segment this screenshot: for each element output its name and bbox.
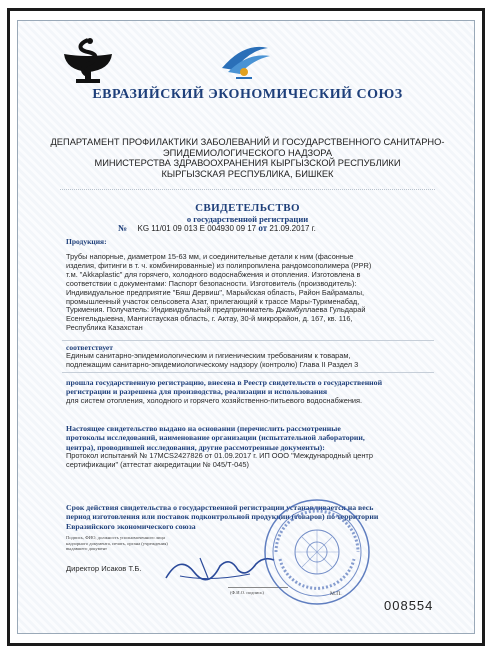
union-title: ЕВРАЗИЙСКИЙ ЭКОНОМИЧЕСКИЙ СОЮЗ (92, 87, 403, 102)
signature-note-line: надзорного документа, печать, органа (учреждения) (66, 540, 168, 546)
micro-print-line (60, 189, 435, 191)
product-line: изделия, фитинги в т. ч. комбинированные) из полипропилена рандомсополимера (PPR) (66, 260, 372, 270)
department-line: ДЕПАРТАМЕНТ ПРОФИЛАКТИКИ ЗАБОЛЕВАНИЙ И ГОСУДАРСТВЕННОГО САНИТАРНО- (50, 137, 445, 147)
validity-line: Срок действия свидетельства о государственной регистрации устанавливается на весь (66, 503, 374, 512)
department-line: МИНИСТЕРСТВА ЗДРАВООХРАНЕНИЯ КЫРГЫЗСКОЙ РЕСПУБЛИКИ (94, 158, 401, 168)
product-line: Есенгельдыевна, Мангистауская область, г. Актау, 30-й микрорайон, д. 167, кв. 116, (66, 314, 353, 324)
validity-line: период изготовления или поставок подконтрольной продукции (товаров) по территории (66, 512, 379, 522)
basis-heading-line: центра), проводившей исследования, другие рассмотренные документы): (66, 442, 325, 452)
product-label: Продукция: (66, 237, 107, 246)
fio-caption: (Ф.И.О. подпись) (230, 590, 264, 595)
registration-usage: для систем отопления, холодного и горячего хозяйственно-питьевого водоснабжения. (66, 395, 363, 405)
basis-heading-line: Настоящее свидетельство выдано на основании (перечислить рассмотренные (66, 424, 341, 433)
certificate-number: KG 11/01 09 013 E 004930 09 17 (137, 224, 257, 233)
product-text (66, 253, 436, 333)
serial-number: 008554 (384, 598, 434, 613)
divider (62, 372, 434, 374)
date-prefix: от (258, 223, 268, 233)
number-sign: № (118, 223, 128, 233)
product-line: Трубы напорные, диаметром 15-63 мм, и соединительные детали к ним (фасонные (66, 252, 354, 261)
department-block (40, 137, 455, 179)
basis-line: сертификации" (аттестат аккредитации № 045/Т-045) (66, 459, 249, 469)
basis-heading-line: протоколы исследований, наименование организации (испытательной лаборатории, (66, 433, 365, 443)
official-seal-icon (262, 497, 372, 607)
basis-line: Протокол испытаний № 17MCS2427826 от 01.09.2017 г. ИП ООО "Международный центр (66, 450, 373, 460)
certificate-number-line (118, 223, 316, 233)
product-line: Республика Казахстан (66, 323, 143, 333)
certificate-date: 21.09.2017 г. (269, 224, 316, 233)
product-line: Туркмения. Получатель: Индивидуальный предприниматель Джамбуллаева Гульдарай (66, 305, 366, 315)
validity-line: Евразийского экономического союза (66, 521, 196, 531)
registration-section (66, 378, 441, 406)
eaeu-logo-icon (214, 38, 274, 82)
product-line: т.м. "Akkaplastic" для горячего, холодного водоснабжения и отопления. Изготовлена в (66, 269, 361, 279)
director-name: Исаков Т.Б. (101, 564, 142, 573)
compliance-section (66, 343, 436, 370)
compliance-line: подлежащим санитарно-эпидемиологическому надзору (контролю) Глава II Раздел 3 (66, 359, 359, 369)
certificate-title: СВИДЕТЕЛЬСТВО (195, 202, 300, 214)
basis-section (66, 424, 441, 470)
compliance-line: Единым санитарно-эпидемиологическим и гигиеническим требованиям к товарам, (66, 351, 351, 360)
signature-note-line: выдавшего документ (66, 546, 108, 552)
bowl-of-hygieia-icon (56, 38, 120, 92)
seal-caption: М.П. (330, 591, 342, 597)
product-section (66, 237, 436, 333)
registration-line: регистрации и разрешена для производства, реализации и использования (66, 387, 328, 397)
product-line: промышленный участок сельсовета Азат, прилегающий к трассе Мары-Туркменабад, (66, 296, 360, 306)
registration-line: прошла государственную регистрацию, внесена в Реестр свидетельств о государственной (66, 378, 383, 387)
certificate-subtitle: о государственной регистрации (186, 214, 309, 224)
product-line: соответствии с документами: Паспорт безопасности. Изготовитель (производитель): (66, 278, 357, 288)
department-line: КЫРГЫЗСКАЯ РЕСПУБЛИКА, БИШКЕК (161, 168, 334, 179)
director-label: Директор (66, 564, 100, 573)
validity-section (66, 503, 441, 531)
signature-note-line: Подпись, ФИО, должность уполномоченного лица (66, 535, 165, 540)
department-line: ЭПИДЕМИОЛОГИЧЕСКОГО НАДЗОРА (162, 147, 333, 158)
director-line (66, 565, 141, 574)
compliance-text (66, 352, 436, 370)
compliance-label: соответствует (66, 343, 113, 352)
product-line: Индивидуальное предприятие "Бяш Дервиш", Марыйская область, Район Байрамалы, (66, 287, 365, 297)
divider (62, 340, 434, 342)
